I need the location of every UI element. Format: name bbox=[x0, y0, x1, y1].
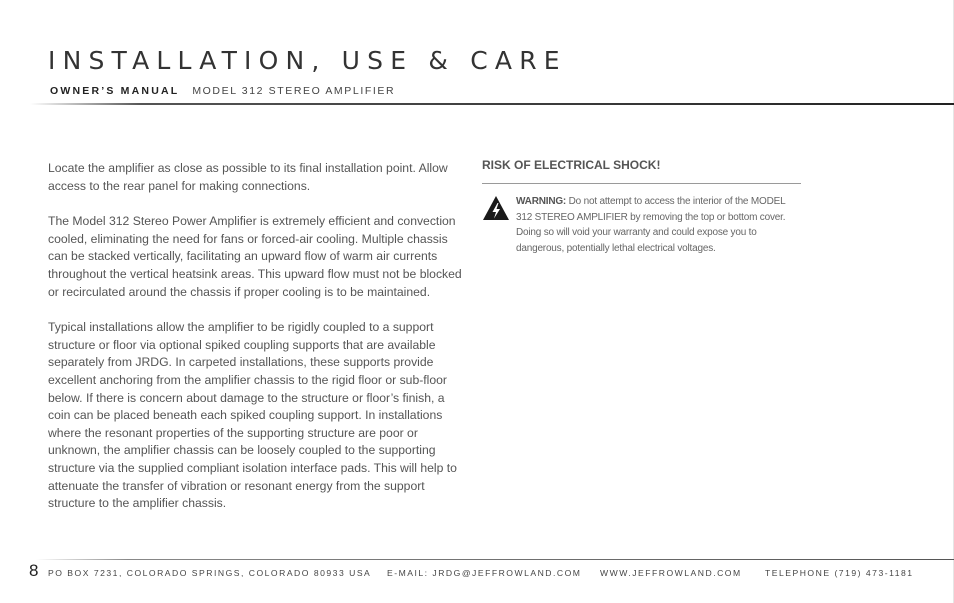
document-subtitle bbox=[50, 85, 395, 97]
warning-message: Do not attempt to access the interior of the MODEL 312 STEREO AMPLIFIER by removing the top or bottom cover. Doing so will void your warranty and could expose you to dangerous, potentially lethal electrical voltages. bbox=[516, 196, 786, 254]
high-voltage-warning-icon bbox=[482, 195, 510, 221]
warning-label: WARNING: bbox=[516, 196, 567, 207]
warning-content bbox=[482, 194, 802, 256]
page-title: INSTALLATION, USE & CARE bbox=[48, 46, 567, 75]
warning-box bbox=[482, 158, 802, 256]
footer-website: WWW.JEFFROWLAND.COM bbox=[600, 568, 742, 578]
warning-text bbox=[516, 194, 802, 256]
footer-address: PO BOX 7231, COLORADO SPRINGS, COLORADO 80933 USA bbox=[48, 568, 372, 578]
footer-telephone: TELEPHONE (719) 473-1181 bbox=[765, 568, 914, 578]
model-label: MODEL 312 STEREO AMPLIFIER bbox=[192, 85, 396, 97]
body-paragraph-1: Locate the amplifier as close as possible to its final installation point. Allow access to the rear panel for making connections. bbox=[48, 161, 448, 193]
body-text-column bbox=[48, 160, 468, 531]
body-paragraph-2: The Model 312 Stereo Power Amplifier is extremely efficient and convection cooled, eliminating the need for fans or forced-air cooling. Multiple chassis can be stacked vertically, facilitating an upward flow of warm air currents throughout the vertical heatsink areas. This upward flow must not be blocked or recirculated around the chassis if proper cooling is to be maintained. bbox=[48, 214, 462, 299]
manual-label: OWNER’S MANUAL bbox=[50, 85, 180, 97]
warning-divider bbox=[482, 183, 801, 184]
footer-divider bbox=[36, 559, 954, 560]
body-paragraph-3: Typical installations allow the amplifier to be rigidly coupled to a support structure or floor via optional spiked coupling supports that are available separately from JRDG. In carpeted installations, these supports provide excellent anchoring from the amplifier chassis to the rigid floor or sub-floor below. If there is concern about damage to the structure or floor’s finish, a coin can be placed beneath each spiked coupling support. In installations where the resonant properties of the supporting structure are poor or unknown, the amplifier chassis can be loosely coupled to the supporting structure via the supplied compliant isolation interface pads. This will help to attenuate the transfer of vibration or resonant energy from the support structure to the amplifier chassis. bbox=[48, 320, 457, 511]
page-number: 8 bbox=[29, 561, 39, 580]
warning-heading: RISK OF ELECTRICAL SHOCK! bbox=[482, 158, 661, 172]
header-divider bbox=[30, 103, 954, 105]
footer-email: E-MAIL: JRDG@JEFFROWLAND.COM bbox=[387, 568, 582, 578]
